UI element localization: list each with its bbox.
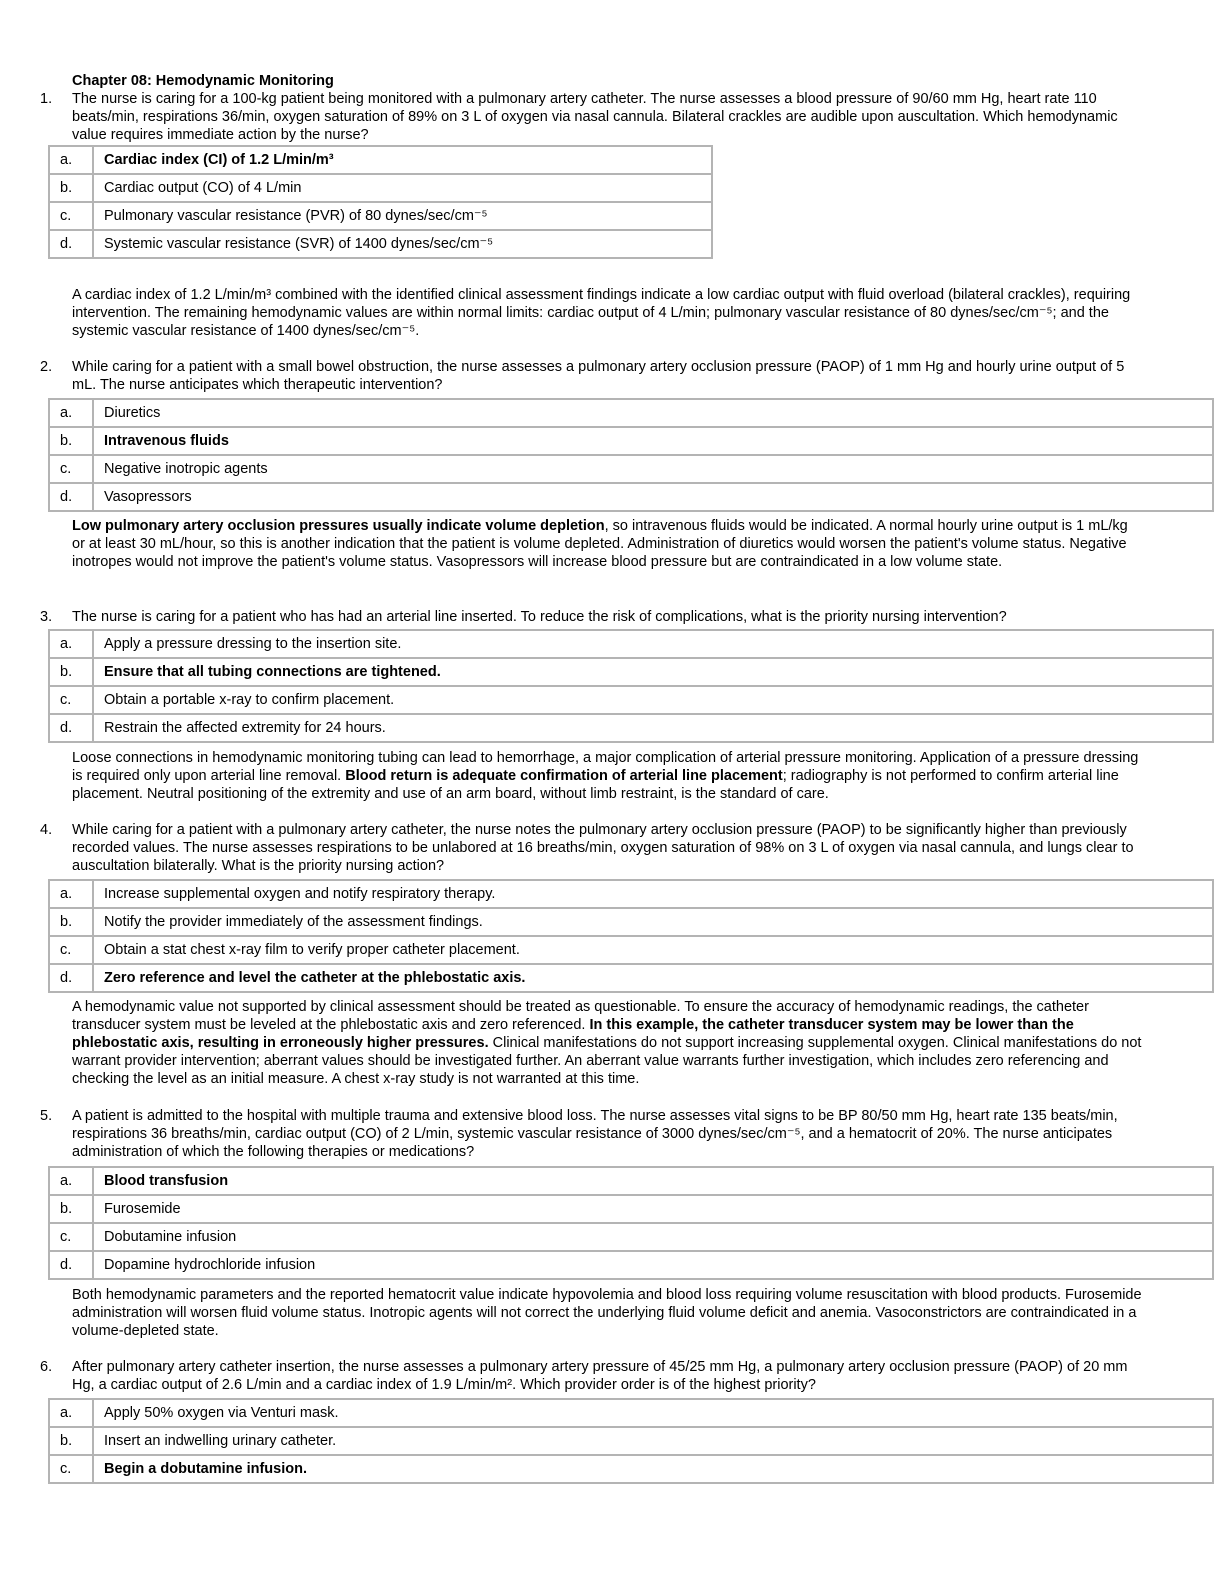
option-row	[49, 630, 1213, 658]
question-number: 1.	[40, 91, 53, 107]
option-row	[49, 880, 1213, 908]
option-letter: c.	[49, 1455, 93, 1483]
option-row	[49, 174, 712, 202]
answer-options	[48, 879, 1214, 993]
answer-options	[48, 145, 713, 259]
option-text: Apply a pressure dressing to the insertion site.	[93, 630, 1213, 658]
question-number: 2.	[40, 359, 53, 375]
question-stem: While caring for a patient with a pulmonary artery catheter, the nurse notes the pulmonary artery occlusion pressure (PAOP) to be significantly higher than previously recorded values. The nurse assesses respirations to be unlabored at 16 breaths/min, oxygen saturation of 98% on 3 L of oxygen via nasal cannula, and lungs clear to auscultation bilaterally. What is the priority nursing action?	[72, 822, 1134, 874]
rationale-text: ; radiography is not performed to confirm arterial line placement. Neutral positioning of the extremity and use of an arm board, without limb restraint, is the standard of care.	[72, 768, 1119, 802]
option-letter: a.	[49, 146, 93, 174]
option-letter: c.	[49, 936, 93, 964]
option-letter: b.	[49, 174, 93, 202]
option-text: Dopamine hydrochloride infusion	[93, 1251, 1213, 1279]
question-number: 3.	[40, 609, 53, 625]
option-letter: a.	[49, 399, 93, 427]
option-letter: d.	[49, 230, 93, 258]
option-text: Furosemide	[93, 1195, 1213, 1223]
option-letter: c.	[49, 1223, 93, 1251]
answer-options	[48, 629, 1214, 743]
option-row	[49, 399, 1213, 427]
option-row	[49, 936, 1213, 964]
option-row	[49, 230, 712, 258]
option-text-correct: Intravenous fluids	[93, 427, 1213, 455]
question-stem: A patient is admitted to the hospital with multiple trauma and extensive blood loss. The nurse assesses vital signs to be BP 80/50 mm Hg, heart rate 135 beats/min, respirations 36 breaths/min, cardiac output (CO) of 2 L/min, systemic vascular resistance of 3000 dynes/sec/cm⁻⁵, and a hematocrit of 20%. The nurse anticipates administration of which the following therapies or medications?	[72, 1108, 1118, 1160]
question-stem: The nurse is caring for a patient who has had an arterial line inserted. To reduce the risk of complications, what is the priority nursing intervention?	[72, 609, 1007, 625]
question-number: 5.	[40, 1108, 53, 1124]
rationale-key-point: In this example, the catheter transducer system may be lower than the phlebostatic axis, resulting in erroneously higher pressures.	[72, 1017, 1074, 1051]
option-letter: b.	[49, 427, 93, 455]
option-text: Obtain a portable x-ray to confirm placement.	[93, 686, 1213, 714]
option-text-correct: Cardiac index (CI) of 1.2 L/min/m³	[93, 146, 712, 174]
option-row	[49, 1195, 1213, 1223]
option-letter: a.	[49, 1399, 93, 1427]
option-letter: c.	[49, 202, 93, 230]
question-number: 6.	[40, 1359, 53, 1375]
answer-options	[48, 1398, 1214, 1484]
option-letter: d.	[49, 1251, 93, 1279]
chapter-title: Chapter 08: Hemodynamic Monitoring	[72, 73, 334, 89]
option-text: Systemic vascular resistance (SVR) of 1400 dynes/sec/cm⁻⁵	[93, 230, 712, 258]
rationale-key-point: Low pulmonary artery occlusion pressures usually indicate volume depletion	[72, 518, 605, 534]
option-row	[49, 1223, 1213, 1251]
rationale-text: Loose connections in hemodynamic monitoring tubing can lead to hemorrhage, a major complication of arterial pressure monitoring. Application of a pressure dressing is required only upon arterial line removal.	[72, 750, 1139, 784]
option-row	[49, 908, 1213, 936]
question-stem: The nurse is caring for a 100-kg patient being monitored with a pulmonary artery catheter. The nurse assesses a blood pressure of 90/60 mm Hg, heart rate 110 beats/min, respirations 36/min, oxygen saturation of 89% on 3 L of oxygen via nasal cannula. Bilateral crackles are audible upon auscultation. Which hemodynamic value requires immediate action by the nurse?	[72, 91, 1118, 143]
option-text: Vasopressors	[93, 483, 1213, 511]
option-text: Insert an indwelling urinary catheter.	[93, 1427, 1213, 1455]
option-row	[49, 483, 1213, 511]
option-text-correct: Begin a dobutamine infusion.	[93, 1455, 1213, 1483]
option-letter: b.	[49, 908, 93, 936]
option-row	[49, 427, 1213, 455]
option-text: Cardiac output (CO) of 4 L/min	[93, 174, 712, 202]
option-row	[49, 1427, 1213, 1455]
answer-options	[48, 1166, 1214, 1280]
option-row	[49, 686, 1213, 714]
rationale-text: Clinical manifestations do not support increasing supplemental oxygen. Clinical manifestations do not warrant provider intervention; aberrant values should be investigated further. An aberrant value warrants further investigation, which includes zero referencing and checking the level as an initial measure. A chest x-ray study is not warranted at this time.	[72, 1035, 1142, 1087]
rationale-text: , so intravenous fluids would be indicated. A normal hourly urine output is 1 mL/kg or at least 30 mL/hour, so this is another indication that the patient is volume depleted. Administration of diuretics would worsen the patient's volume status. Negative inotropes would not improve the patient's volume status. Vasopressors will increase blood pressure but are contraindicated in a low volume state.	[72, 518, 1128, 570]
option-text: Pulmonary vascular resistance (PVR) of 80 dynes/sec/cm⁻⁵	[93, 202, 712, 230]
option-row	[49, 964, 1213, 992]
option-row	[49, 1167, 1213, 1195]
option-text-correct: Blood transfusion	[93, 1167, 1213, 1195]
option-letter: d.	[49, 483, 93, 511]
question-stem: While caring for a patient with a small bowel obstruction, the nurse assesses a pulmonary artery occlusion pressure (PAOP) of 1 mm Hg and hourly urine output of 5 mL. The nurse anticipates which therapeutic intervention?	[72, 359, 1125, 393]
option-row	[49, 1399, 1213, 1427]
option-row	[49, 455, 1213, 483]
option-text: Apply 50% oxygen via Venturi mask.	[93, 1399, 1213, 1427]
rationale-key-point: Blood return is adequate confirmation of arterial line placement	[345, 768, 783, 784]
option-row	[49, 1251, 1213, 1279]
option-text: Restrain the affected extremity for 24 hours.	[93, 714, 1213, 742]
option-text-correct: Ensure that all tubing connections are tightened.	[93, 658, 1213, 686]
option-letter: d.	[49, 964, 93, 992]
option-text: Negative inotropic agents	[93, 455, 1213, 483]
option-text-correct: Zero reference and level the catheter at the phlebostatic axis.	[93, 964, 1213, 992]
option-text: Notify the provider immediately of the assessment findings.	[93, 908, 1213, 936]
rationale-text: A hemodynamic value not supported by clinical assessment should be treated as questionable. To ensure the accuracy of hemodynamic readings, the catheter transducer system must be leveled at the phlebostatic axis and zero referenced.	[72, 999, 1089, 1033]
option-letter: c.	[49, 686, 93, 714]
option-letter: c.	[49, 455, 93, 483]
question-number: 4.	[40, 822, 53, 838]
rationale: Both hemodynamic parameters and the reported hematocrit value indicate hypovolemia and blood loss requiring volume resuscitation with blood products. Furosemide administration will worsen fluid volume status. Inotropic agents will not correct the underlying fluid volume deficit and anemia. Vasoconstrictors are contraindicated in a volume-depleted state.	[72, 1287, 1142, 1339]
question-stem: After pulmonary artery catheter insertion, the nurse assesses a pulmonary artery pressure of 45/25 mm Hg, a pulmonary artery occlusion pressure (PAOP) of 20 mm Hg, a cardiac output of 2.6 L/min and a cardiac index of 1.9 L/min/m². Which provider order is of the highest priority?	[72, 1359, 1128, 1393]
option-letter: b.	[49, 1195, 93, 1223]
option-text: Diuretics	[93, 399, 1213, 427]
option-row	[49, 658, 1213, 686]
rationale	[72, 998, 1142, 1088]
option-letter: b.	[49, 1427, 93, 1455]
option-letter: a.	[49, 630, 93, 658]
option-text: Obtain a stat chest x-ray film to verify proper catheter placement.	[93, 936, 1213, 964]
option-row	[49, 202, 712, 230]
rationale	[72, 749, 1142, 803]
option-text: Increase supplemental oxygen and notify respiratory therapy.	[93, 880, 1213, 908]
option-row	[49, 714, 1213, 742]
rationale	[72, 517, 1142, 571]
rationale: A cardiac index of 1.2 L/min/m³ combined with the identified clinical assessment findings indicate a low cardiac output with fluid overload (bilateral crackles), requiring intervention. The remaining hemodynamic values are within normal limits: cardiac output of 4 L/min; pulmonary vascular resistance of 80 dynes/sec/cm⁻⁵; and the systemic vascular resistance of 1400 dynes/sec/cm⁻⁵.	[72, 287, 1131, 339]
option-text: Dobutamine infusion	[93, 1223, 1213, 1251]
option-letter: a.	[49, 880, 93, 908]
option-row	[49, 146, 712, 174]
answer-options	[48, 398, 1214, 512]
option-letter: b.	[49, 658, 93, 686]
option-letter: d.	[49, 714, 93, 742]
option-letter: a.	[49, 1167, 93, 1195]
option-row	[49, 1455, 1213, 1483]
